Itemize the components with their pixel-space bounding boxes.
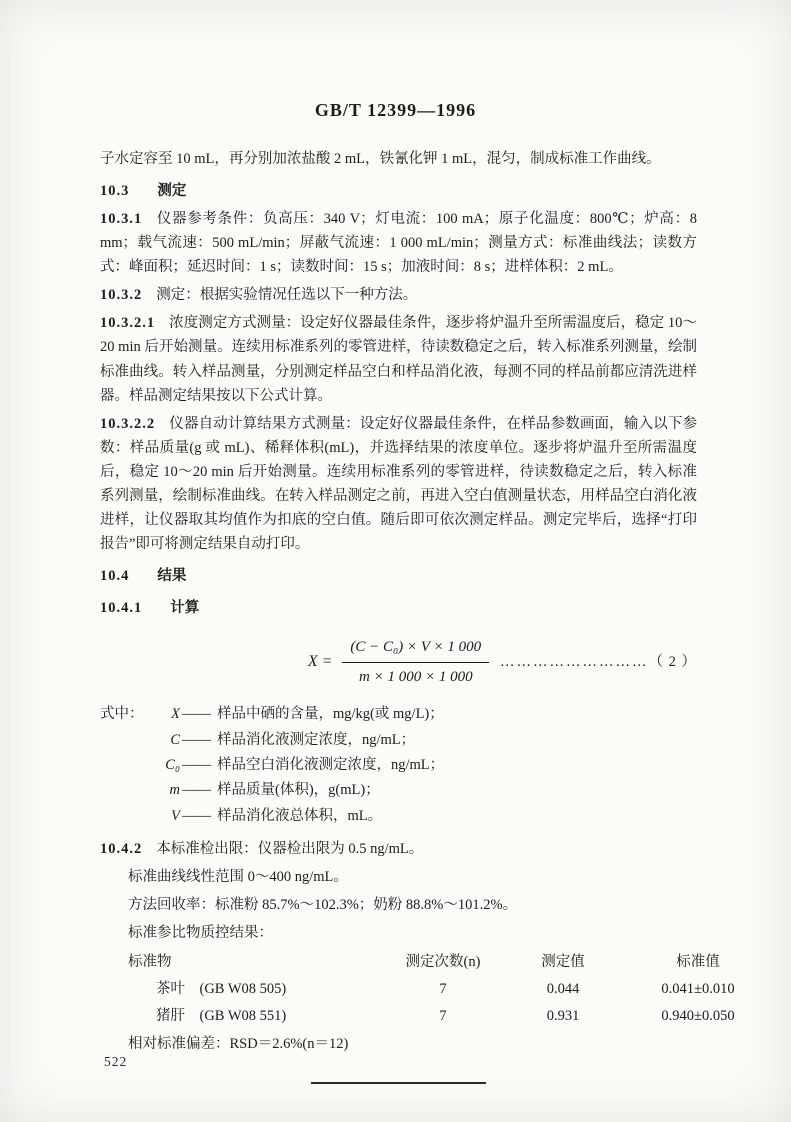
where-symbol: C bbox=[170, 731, 180, 748]
where-desc: 样品质量(体积)，g(mL)； bbox=[217, 782, 380, 799]
section-number: 10.3 bbox=[100, 183, 130, 200]
table-cell: 0.931 bbox=[546, 1007, 580, 1024]
table-cell: 0.041±0.010 bbox=[661, 981, 735, 998]
table-cell: 茶叶 (GB W08 505) bbox=[156, 981, 287, 998]
equation-number: （ 2 ） bbox=[648, 654, 697, 671]
where-symbol: X bbox=[171, 706, 180, 723]
linearity-line: 标准曲线线性范围 0～400 ng/mL。 bbox=[128, 869, 348, 886]
section-title: 计算 bbox=[170, 600, 200, 617]
where-label-spacer bbox=[100, 804, 146, 829]
column-header: 标准物 bbox=[128, 954, 172, 971]
qc-results-table bbox=[128, 949, 735, 1029]
section-title: 结果 bbox=[157, 568, 187, 584]
table-row bbox=[128, 976, 735, 1003]
where-desc: 样品消化液测定浓度，ng/mL； bbox=[217, 731, 416, 748]
section-10-3-1-paragraph bbox=[100, 207, 697, 279]
where-desc: 样品消化液总体积，mL。 bbox=[217, 807, 383, 824]
dot-leader: ……………………… bbox=[500, 654, 649, 671]
page-number: 522 bbox=[104, 1054, 128, 1069]
qc-intro-line: 标准参比物质控结果： bbox=[128, 925, 273, 942]
section-number: 10.4.2 bbox=[100, 841, 143, 857]
where-dash: —— bbox=[182, 731, 211, 748]
recovery-line: 方法回收率：标准粉 85.7%～102.3%；奶粉 88.8%～101.2%。 bbox=[128, 897, 518, 914]
section-10-4-1-heading bbox=[100, 596, 697, 620]
table-cell: 7 bbox=[439, 1007, 447, 1024]
formula-2 bbox=[100, 636, 697, 688]
where-label: 式中： bbox=[100, 706, 144, 723]
section-title: 测定 bbox=[157, 183, 187, 200]
where-item bbox=[100, 728, 697, 753]
column-header: 标准值 bbox=[676, 954, 720, 971]
where-item bbox=[100, 702, 697, 727]
section-number: 10.4.1 bbox=[100, 600, 143, 617]
where-dash: —— bbox=[182, 807, 211, 824]
where-label-spacer bbox=[100, 778, 146, 803]
rsd-line: 相对标准偏差：RSD＝2.6%(n＝12) bbox=[128, 1035, 349, 1052]
table-cell: 猪肝 (GB W08 551) bbox=[156, 1007, 287, 1024]
standard-number-heading: GB/T 12399—1996 bbox=[314, 100, 477, 120]
where-dash: —— bbox=[182, 706, 211, 723]
section-10-4-heading bbox=[100, 564, 697, 588]
where-item bbox=[100, 778, 697, 803]
formula-lhs: X = bbox=[307, 652, 333, 670]
section-number: 10.4 bbox=[100, 568, 130, 584]
table-cell: 0.044 bbox=[546, 981, 580, 998]
section-number: 10.3.2.2 bbox=[100, 415, 156, 432]
table-row bbox=[128, 1003, 735, 1030]
section-number: 10.3.2.1 bbox=[100, 315, 156, 332]
section-text: 仪器自动计算结果方式测量：设定好仪器最佳条件，在样品参数画面，输入以下参数：样品质量(g 或 mL)、稀释体积(mL)，并选择结果的浓度单位。逐步将炉温升至所需温度后，稳定 10～20 min 后开始测量。连续用标准系列的零管进样，待读数稳定之后，转入标准系列测量，绘制标准曲线。在转入样品测定之前，再进入空白值测量状态，用样品空白消化液进样，让仪器取其均值作为扣底的空白值。随后即可依次测定样品。测定完毕后，选择“打印报告”即可将测定结果自动打印。 bbox=[100, 415, 697, 552]
table-cell: 7 bbox=[439, 981, 447, 998]
section-number: 10.3.2 bbox=[100, 287, 143, 304]
end-of-section-rule bbox=[311, 1082, 486, 1084]
where-symbol: C₀ bbox=[165, 756, 180, 773]
where-symbol: V bbox=[171, 807, 180, 824]
formula-equation-number bbox=[500, 650, 697, 674]
where-dash: —— bbox=[182, 756, 211, 773]
formula-numerator: (C − C₀) × V × 1 000 bbox=[342, 635, 489, 663]
section-10-3-heading bbox=[100, 179, 697, 203]
section-10-3-2-1-paragraph bbox=[100, 311, 697, 407]
where-desc: 样品空白消化液测定浓度，ng/mL； bbox=[217, 756, 445, 773]
where-label-spacer bbox=[100, 728, 146, 753]
where-list bbox=[100, 702, 697, 829]
section-10-4-2-paragraph bbox=[100, 837, 697, 861]
section-text: 仪器参考条件：负高压：340 V；灯电流：100 mA；原子化温度：800℃；炉高：8 mm；载气流速：500 mL/min；屏蔽气流速：1 000 mL/min；测量方式：标准曲线法；读数方式：峰面积；延迟时间：1 s；读数时间：15 s；加液时间：8 s；进样体积：2 mL。 bbox=[100, 211, 697, 276]
where-symbol: m bbox=[169, 782, 180, 799]
where-label-spacer bbox=[100, 753, 146, 778]
table-cell: 0.940±0.050 bbox=[661, 1007, 735, 1024]
where-desc: 样品中硒的含量，mg/kg(或 mg/L)； bbox=[217, 706, 444, 723]
section-number: 10.3.1 bbox=[100, 211, 143, 228]
document-body bbox=[0, 121, 791, 1084]
column-header: 测定次数(n) bbox=[405, 954, 481, 971]
where-dash: —— bbox=[182, 782, 211, 799]
section-10-3-2-2-paragraph bbox=[100, 412, 697, 556]
section-text: 测定：根据实验情况任选以下一种方法。 bbox=[156, 287, 418, 304]
where-item bbox=[100, 804, 697, 829]
section-text: 本标准检出限：仪器检出限为 0.5 ng/mL。 bbox=[156, 841, 424, 857]
intro-paragraph: 子水定容至 10 mL，再分别加浓盐酸 2 mL，铁氰化钾 1 mL，混匀，制成标准工作曲线。 bbox=[100, 151, 661, 167]
section-10-3-2-paragraph bbox=[100, 283, 697, 307]
where-item bbox=[100, 753, 697, 778]
formula-denominator: m × 1 000 × 1 000 bbox=[359, 668, 473, 685]
section-text: 浓度测定方式测量：设定好仪器最佳条件，逐步将炉温升至所需温度后，稳定 10～20 min 后开始测量。连续用标准系列的零管进样，待读数稳定之后，转入标准系列测量，绘制标准曲线。转入样品测量，分别测定样品空白和样品消化液，每测不同的样品前都应清洗进样器。样品测定结果按以下公式计算。 bbox=[100, 315, 697, 404]
column-header: 测定值 bbox=[541, 954, 585, 971]
table-header-row bbox=[128, 949, 720, 976]
formula-fraction bbox=[342, 635, 489, 690]
